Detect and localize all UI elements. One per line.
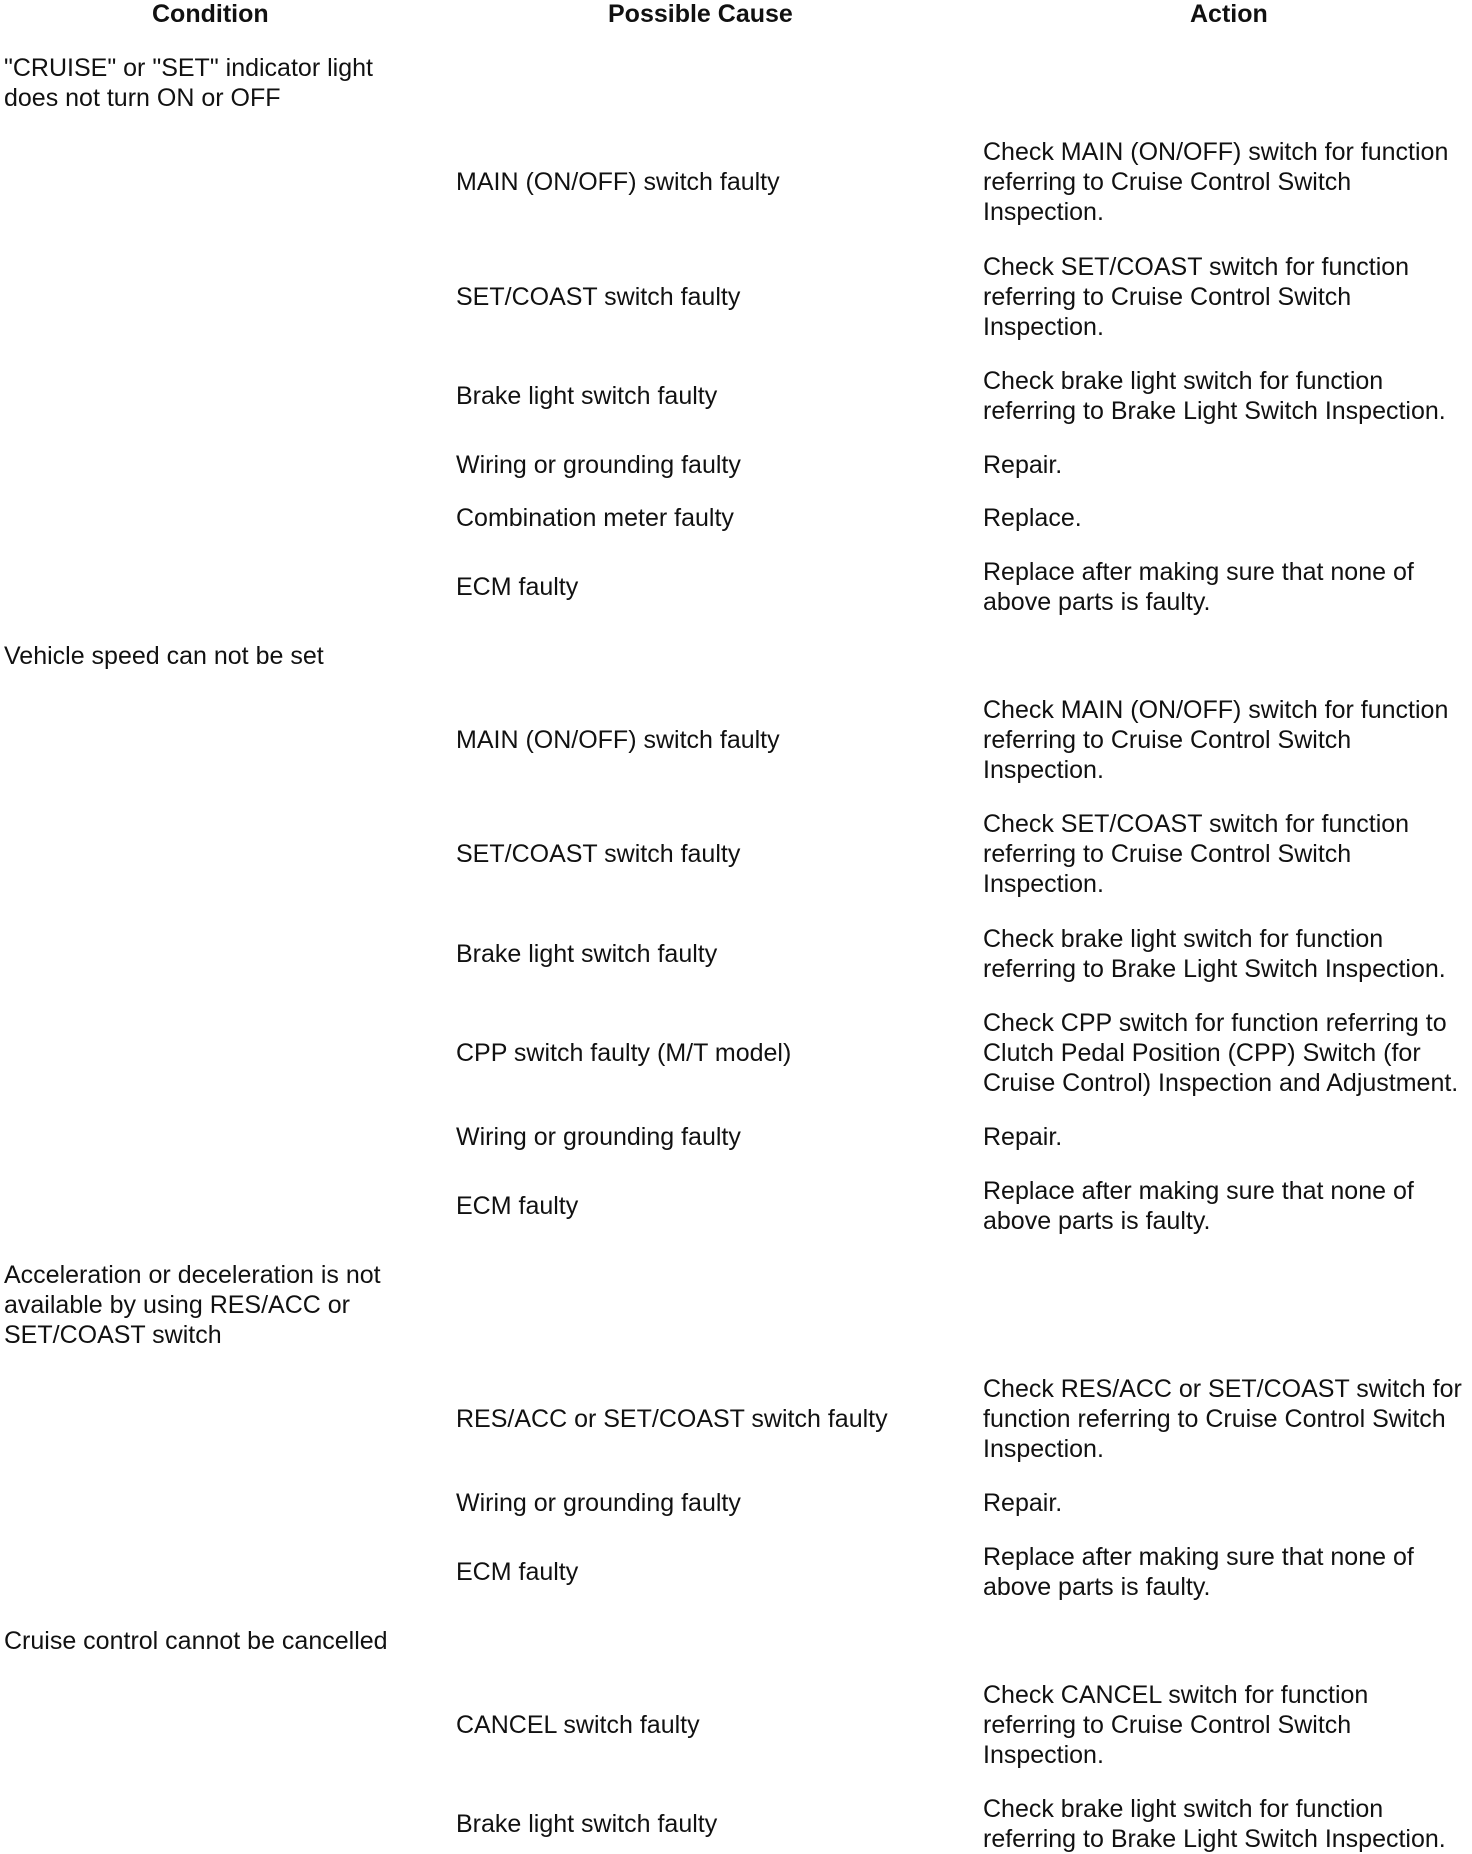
action-cell: Check brake light switch for function referring to Brake Light Switch Inspection.	[983, 367, 1446, 425]
action-cell: Check SET/COAST switch for function referring to Cruise Control Switch Inspection.	[983, 253, 1410, 341]
condition-speed-not-set: Vehicle speed can not be set	[4, 642, 324, 670]
action-cell: Check brake light switch for function referring to Brake Light Switch Inspection.	[983, 1795, 1446, 1853]
action-cell: Check RES/ACC or SET/COAST switch for function referring to Cruise Control Switch Inspection.	[983, 1375, 1462, 1463]
cause-cell: ECM faulty	[456, 573, 579, 601]
cause-cell: SET/COAST switch faulty	[456, 840, 741, 868]
action-cell: Check MAIN (ON/OFF) switch for function referring to Cruise Control Switch Inspection.	[983, 696, 1449, 784]
cause-cell: Wiring or grounding faulty	[456, 1489, 741, 1517]
cause-cell: SET/COAST switch faulty	[456, 283, 741, 311]
condition-indicator-light: "CRUISE" or "SET" indicator light does not turn ON or OFF	[4, 54, 373, 112]
cause-cell: CPP switch faulty (M/T model)	[456, 1039, 792, 1067]
action-cell: Repair.	[983, 451, 1063, 479]
action-cell: Check SET/COAST switch for function referring to Cruise Control Switch Inspection.	[983, 810, 1410, 898]
cause-cell: Brake light switch faulty	[456, 382, 718, 410]
cause-cell: Wiring or grounding faulty	[456, 451, 741, 479]
action-cell: Check CANCEL switch for function referring to Cruise Control Switch Inspection.	[983, 1681, 1369, 1769]
condition-acceleration-not-available: Acceleration or deceleration is not available by using RES/ACC or SET/COAST switch	[4, 1261, 381, 1349]
action-cell: Check MAIN (ON/OFF) switch for function referring to Cruise Control Switch Inspection.	[983, 138, 1449, 226]
cause-cell: Wiring or grounding faulty	[456, 1123, 741, 1151]
header-condition: Condition	[152, 0, 269, 28]
condition-cannot-cancel: Cruise control cannot be cancelled	[4, 1627, 388, 1655]
action-cell: Check CPP switch for function referring to Clutch Pedal Position (CPP) Switch (for Cruise Control) Inspection and Adjustment.	[983, 1009, 1459, 1097]
action-cell: Replace.	[983, 504, 1082, 532]
cause-cell: RES/ACC or SET/COAST switch faulty	[456, 1405, 888, 1433]
cause-cell: MAIN (ON/OFF) switch faulty	[456, 168, 780, 196]
action-cell: Repair.	[983, 1489, 1063, 1517]
cause-cell: Brake light switch faulty	[456, 1810, 718, 1838]
action-cell: Replace after making sure that none of above parts is faulty.	[983, 1543, 1414, 1601]
action-cell: Repair.	[983, 1123, 1063, 1151]
action-cell: Check brake light switch for function referring to Brake Light Switch Inspection.	[983, 925, 1446, 983]
cause-cell: ECM faulty	[456, 1192, 579, 1220]
action-cell: Replace after making sure that none of above parts is faulty.	[983, 1177, 1414, 1235]
cause-cell: MAIN (ON/OFF) switch faulty	[456, 726, 780, 754]
cause-cell: Combination meter faulty	[456, 504, 734, 532]
header-possible-cause: Possible Cause	[608, 0, 793, 28]
cause-cell: ECM faulty	[456, 1558, 579, 1586]
action-cell: Replace after making sure that none of above parts is faulty.	[983, 558, 1414, 616]
cause-cell: CANCEL switch faulty	[456, 1711, 700, 1739]
cause-cell: Brake light switch faulty	[456, 940, 718, 968]
header-action: Action	[1190, 0, 1268, 28]
